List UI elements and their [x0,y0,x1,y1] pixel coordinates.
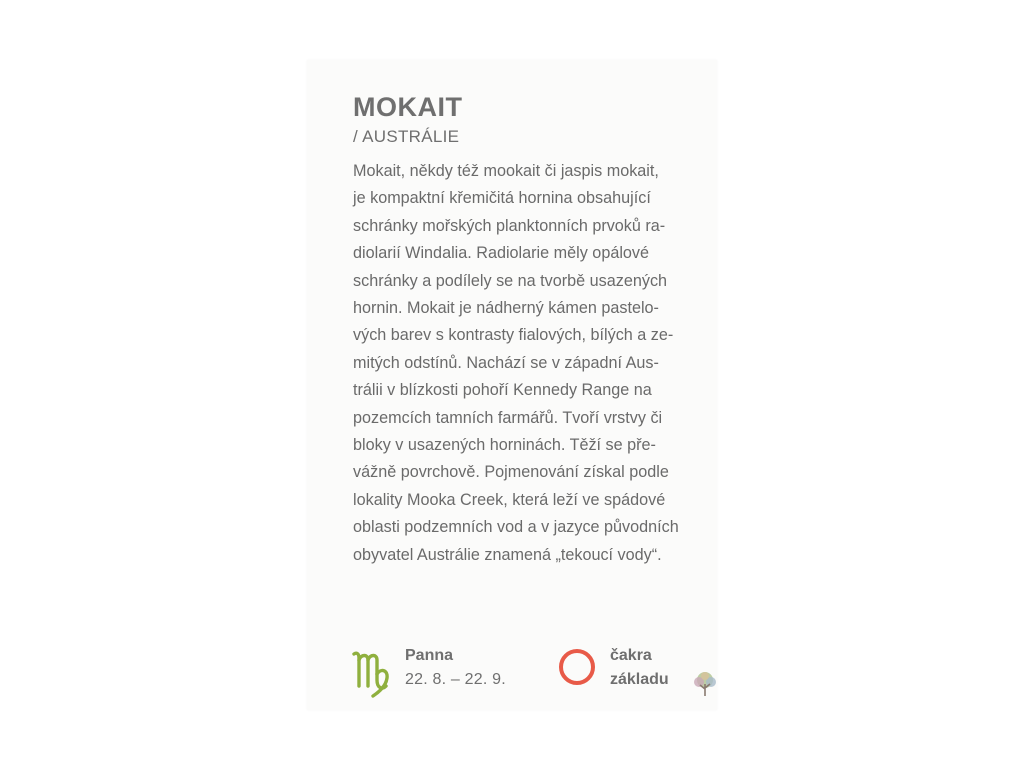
zodiac-name: Panna [405,647,454,664]
chakra-name: základu [610,671,669,688]
description-line: pozemcích tamních farmářů. Tvoří vrstvy či [353,408,663,427]
description-line: obyvatel Austrálie znamená „tekoucí vody“. [353,545,662,564]
description-line: schránky mořských planktonních prvoků ra- [353,216,666,235]
description-line: oblasti podzemních vod a v jazyce původních [353,518,679,537]
description-line: vážně povrchově. Pojmenování získal podle [353,463,669,482]
description-line: vých barev s kontrasty fialových, bílých a ze- [353,326,674,345]
stone-origin: / AUSTRÁLIE [353,127,460,146]
zodiac-dates: 22. 8. – 22. 9. [405,671,506,688]
stone-title: MOKAIT [353,92,463,122]
chakra-ring-icon [559,649,595,685]
chakra-label: čakra [610,647,652,664]
stone-card [307,60,717,710]
description-line: trálii v blízkosti pohoří Kennedy Range na [353,381,652,400]
description-line: Mokait, někdy též mookait či jaspis mokait, [353,162,659,180]
description-line: lokality Mooka Creek, která leží ve spádové [353,490,666,509]
description-line: je kompaktní křemičitá hornina obsahující [353,189,651,208]
stone-description [353,158,687,569]
description-line: hornin. Mokait je nádherný kámen pastelo- [353,299,659,318]
virgo-sign-icon [351,646,391,698]
description-line: diolarií Windalia. Radiolarie měly opálové [353,244,650,263]
description-line: schránky a podílely se na tvorbě usazených [353,271,668,290]
description-line: bloky v usazených horninách. Těží se pře- [353,436,656,455]
description-line: mitých odstínů. Nachází se v západní Aus- [353,353,659,372]
tree-icon [692,670,718,698]
